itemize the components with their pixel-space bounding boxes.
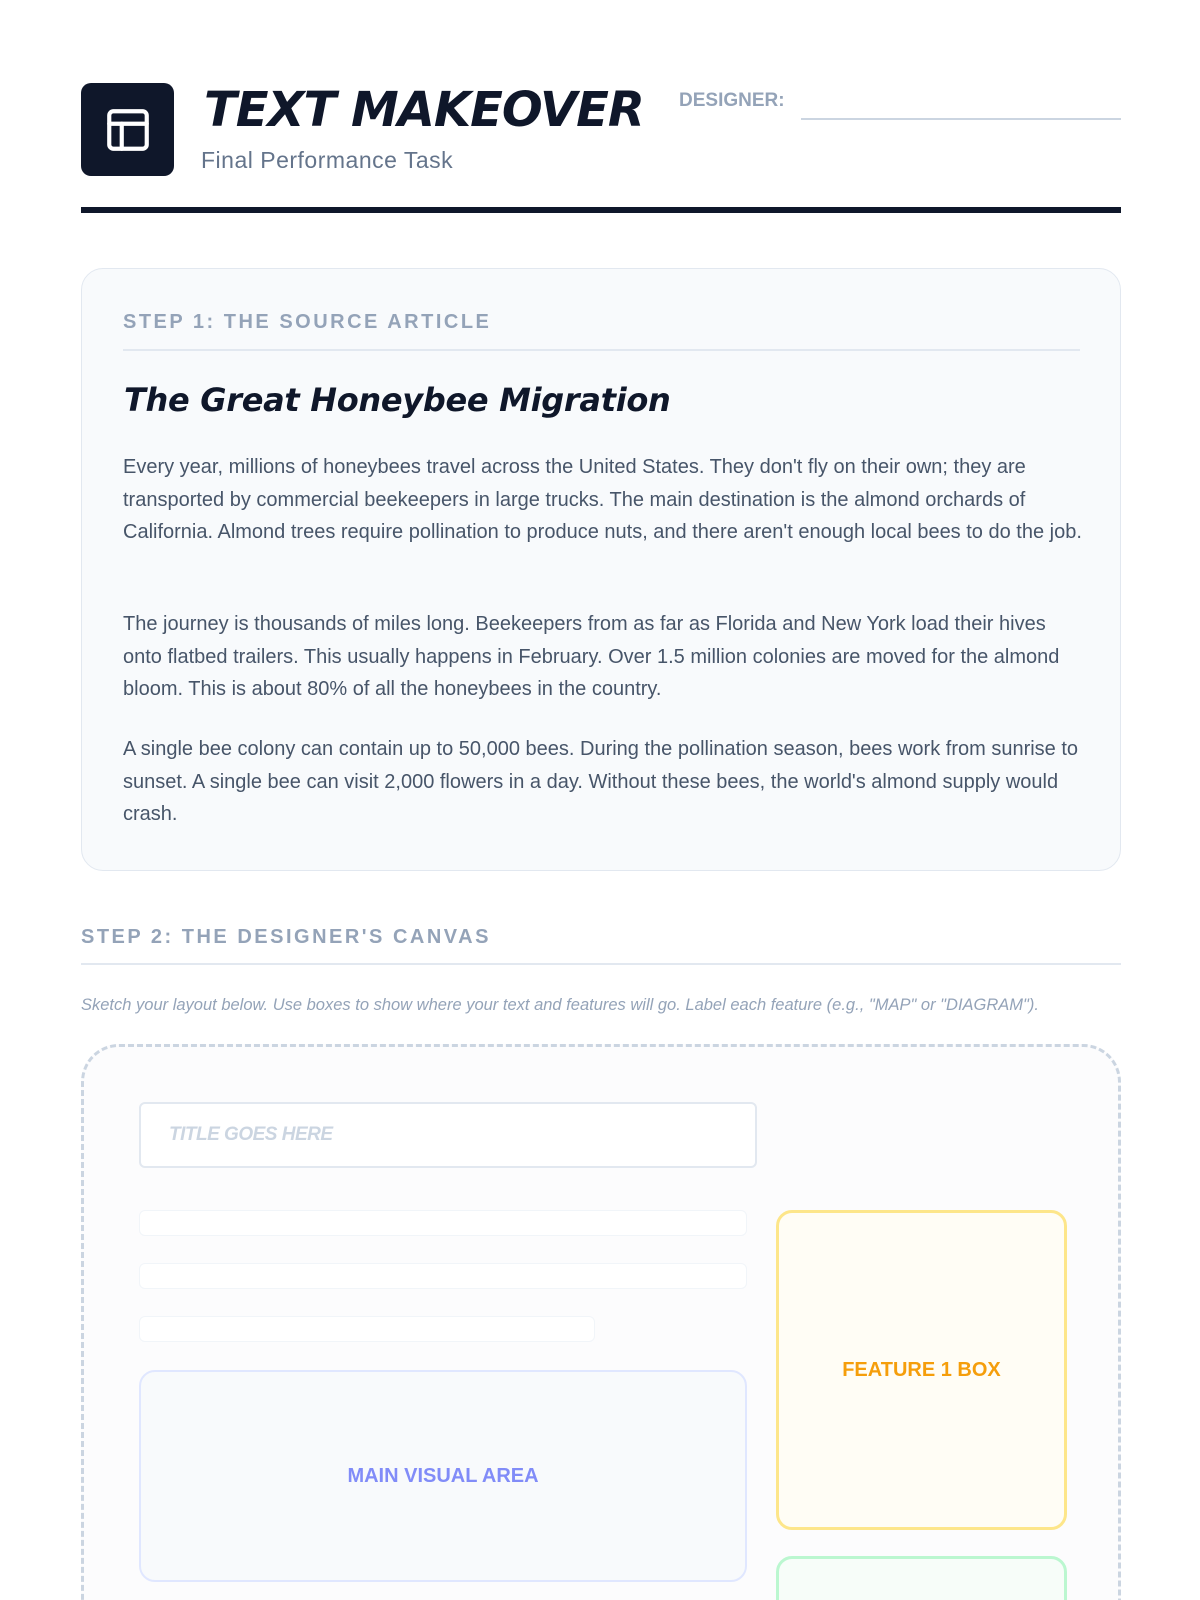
page-subtitle: Final Performance Task — [201, 147, 454, 173]
step1-divider — [123, 349, 1080, 351]
article-paragraph-3: A single bee colony can contain up to 50,000 bees. During the pollination season, bees work from sunrise to sunset. A single bee can visit 2,000 flowers in a day. Without these bees, the world's almond supply would crash. — [123, 738, 1079, 825]
header-divider — [81, 207, 1121, 213]
designer-label: DESIGNER: — [679, 90, 785, 111]
title-box[interactable] — [139, 1102, 757, 1168]
source-article-card — [81, 268, 1121, 871]
article-paragraph-2: The journey is thousands of miles long. Beekeepers from as far as Florida and New York load their hives onto flatbed trailers. This usually happens in February. Over 1.5 million colonies are moved for the almond bloom. This is about 80% of all the honeybees in the country. — [123, 613, 1060, 700]
article-paragraph-1: Every year, millions of honeybees travel across the United States. They don't fly on their own; they are transported by commercial beekeepers in large trucks. The main destination is the almond orchards of California. Almond trees require pollination to produce nuts, and there aren't enough local bees to do the job. — [123, 456, 1082, 543]
article-title: The Great Honeybee Migration — [124, 381, 671, 419]
text-line-placeholder — [139, 1263, 747, 1289]
step1-label: STEP 1: THE SOURCE ARTICLE — [123, 311, 492, 333]
worksheet-page — [81, 0, 1121, 1487]
text-line-placeholder — [139, 1210, 747, 1236]
header — [81, 0, 1121, 216]
canvas-instructions: Sketch your layout below. Use boxes to show where your text and features will go. Label each feature (e.g., "MAP" or "DIAGRAM"). — [81, 996, 1039, 1014]
designer-canvas[interactable] — [81, 1044, 1121, 1600]
page-title: TEXT MAKEOVER — [204, 82, 644, 138]
main-visual-label: MAIN VISUAL AREA — [347, 1464, 539, 1487]
text-line-placeholder — [139, 1316, 595, 1342]
main-visual-area[interactable] — [139, 1370, 747, 1582]
feature-2-box[interactable] — [776, 1556, 1067, 1600]
feature-1-label: FEATURE 1 BOX — [842, 1358, 1001, 1381]
step2-divider — [81, 963, 1121, 965]
feature-1-box[interactable] — [776, 1210, 1067, 1530]
logo — [81, 83, 174, 176]
layout-template-icon — [103, 105, 153, 155]
step2-label: STEP 2: THE DESIGNER'S CANVAS — [81, 926, 491, 948]
designer-name-line[interactable] — [801, 118, 1121, 120]
title-placeholder: TITLE GOES HERE — [169, 1124, 333, 1145]
